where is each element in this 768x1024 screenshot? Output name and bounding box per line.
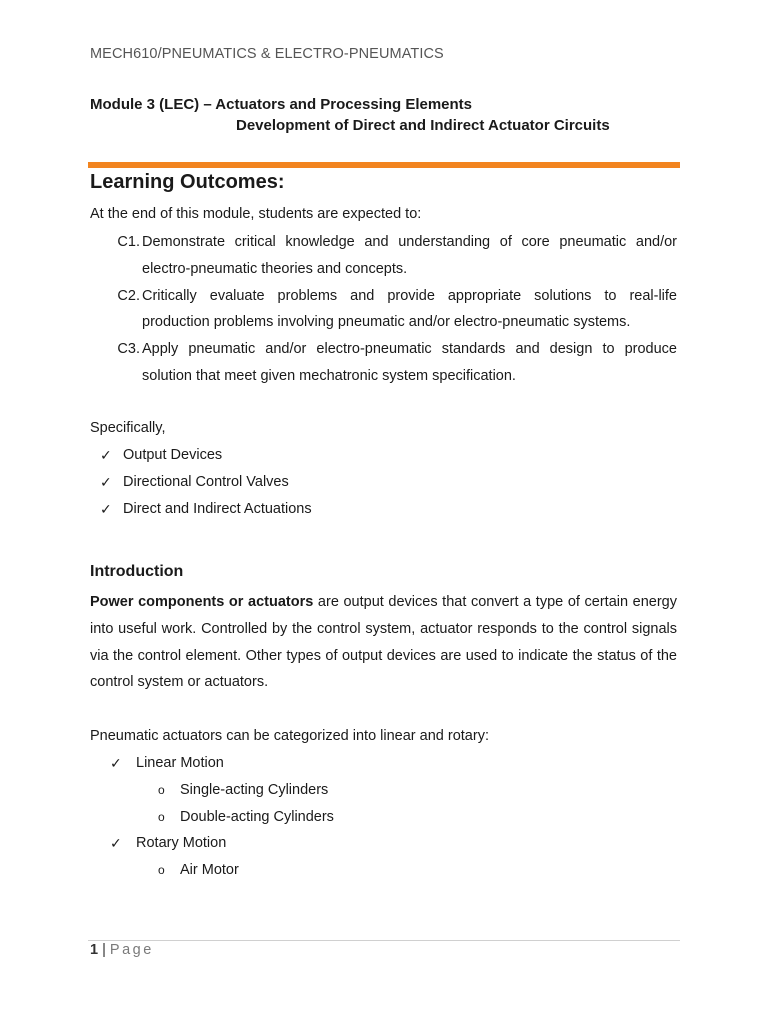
list-item [110,777,334,804]
outcomes-intro: At the end of this module, students are expected to: [90,206,422,222]
checklist [100,442,312,522]
outcome-item [90,336,677,390]
list-item [100,469,312,496]
outcome-code: C3. [117,341,140,358]
checkmark-icon: ✓ [110,755,122,771]
list-item-label: Air Motor [180,862,239,879]
outcome-text: Demonstrate critical knowledge and understanding of core pneumatic and/or electro-pneumatic theories and concepts. [142,234,677,277]
outcomes-list [90,229,677,390]
list-item [110,750,334,777]
list-item [110,804,334,831]
module-title-line1: Module 3 (LEC) – Actuators and Processing Elements [90,96,473,113]
outcome-code: C2. [117,287,140,304]
list-item-label: Linear Motion [136,755,224,771]
paragraph-rest: are output devices that convert a type of certain energy into useful work. Controlled by the control system, actuator responds to the control signals via the control element. Other types of output devices are used to indicate the status of the control system or actuators. [90,594,677,691]
list-item-label: Single-acting Cylinders [180,781,329,798]
outcome-code: C1. [117,234,140,250]
checkmark-icon: ✓ [110,835,122,852]
checkmark-icon: ✓ [100,447,112,463]
list-item-label: Rotary Motion [136,835,227,852]
checkmark-icon: ✓ [100,500,112,517]
footer-separator: | [98,942,110,958]
list-item-label: Double-acting Cylinders [180,808,334,825]
module-title [90,94,610,136]
list-item-label: Directional Control Valves [123,473,289,490]
module-title-line2: Development of Direct and Indirect Actuator Circuits [236,117,610,134]
bold-lead: Power components or actuators [90,594,314,610]
outcome-item [90,283,677,337]
actuator-tree [110,750,334,884]
footer-rule [88,940,680,941]
outcome-text: Critically evaluate problems and provide appropriate solutions to real-life production problems involving pneumatic and/or electro-pneumatic systems. [142,287,677,331]
accent-rule [88,162,680,168]
learning-outcomes-heading: Learning Outcomes: [90,171,285,193]
page-number: 1 [90,942,99,958]
list-item-label: Direct and Indirect Actuations [123,500,312,517]
outcome-item [90,229,677,283]
list-item-label: Output Devices [123,447,223,463]
list-item [100,442,312,469]
circle-bullet-icon: o [158,809,165,824]
circle-bullet-icon: o [158,782,165,797]
list-item [110,857,334,884]
checkmark-icon: ✓ [100,473,112,490]
outcome-text: Apply pneumatic and/or electro-pneumatic standards and design to produce solution that meet given mechatronic system specification. [142,341,677,384]
running-header: MECH610/PNEUMATICS & ELECTRO-PNEUMATICS [90,46,444,62]
list-item [100,496,312,523]
introduction-heading: Introduction [90,563,184,580]
circle-bullet-icon: o [158,863,165,878]
introduction-paragraph [90,589,677,696]
categories-intro: Pneumatic actuators can be categorized into linear and rotary: [90,728,489,744]
list-item [110,830,334,857]
specifically-label: Specifically, [90,420,166,436]
page-footer [90,942,154,958]
page-word: Page [109,942,154,958]
